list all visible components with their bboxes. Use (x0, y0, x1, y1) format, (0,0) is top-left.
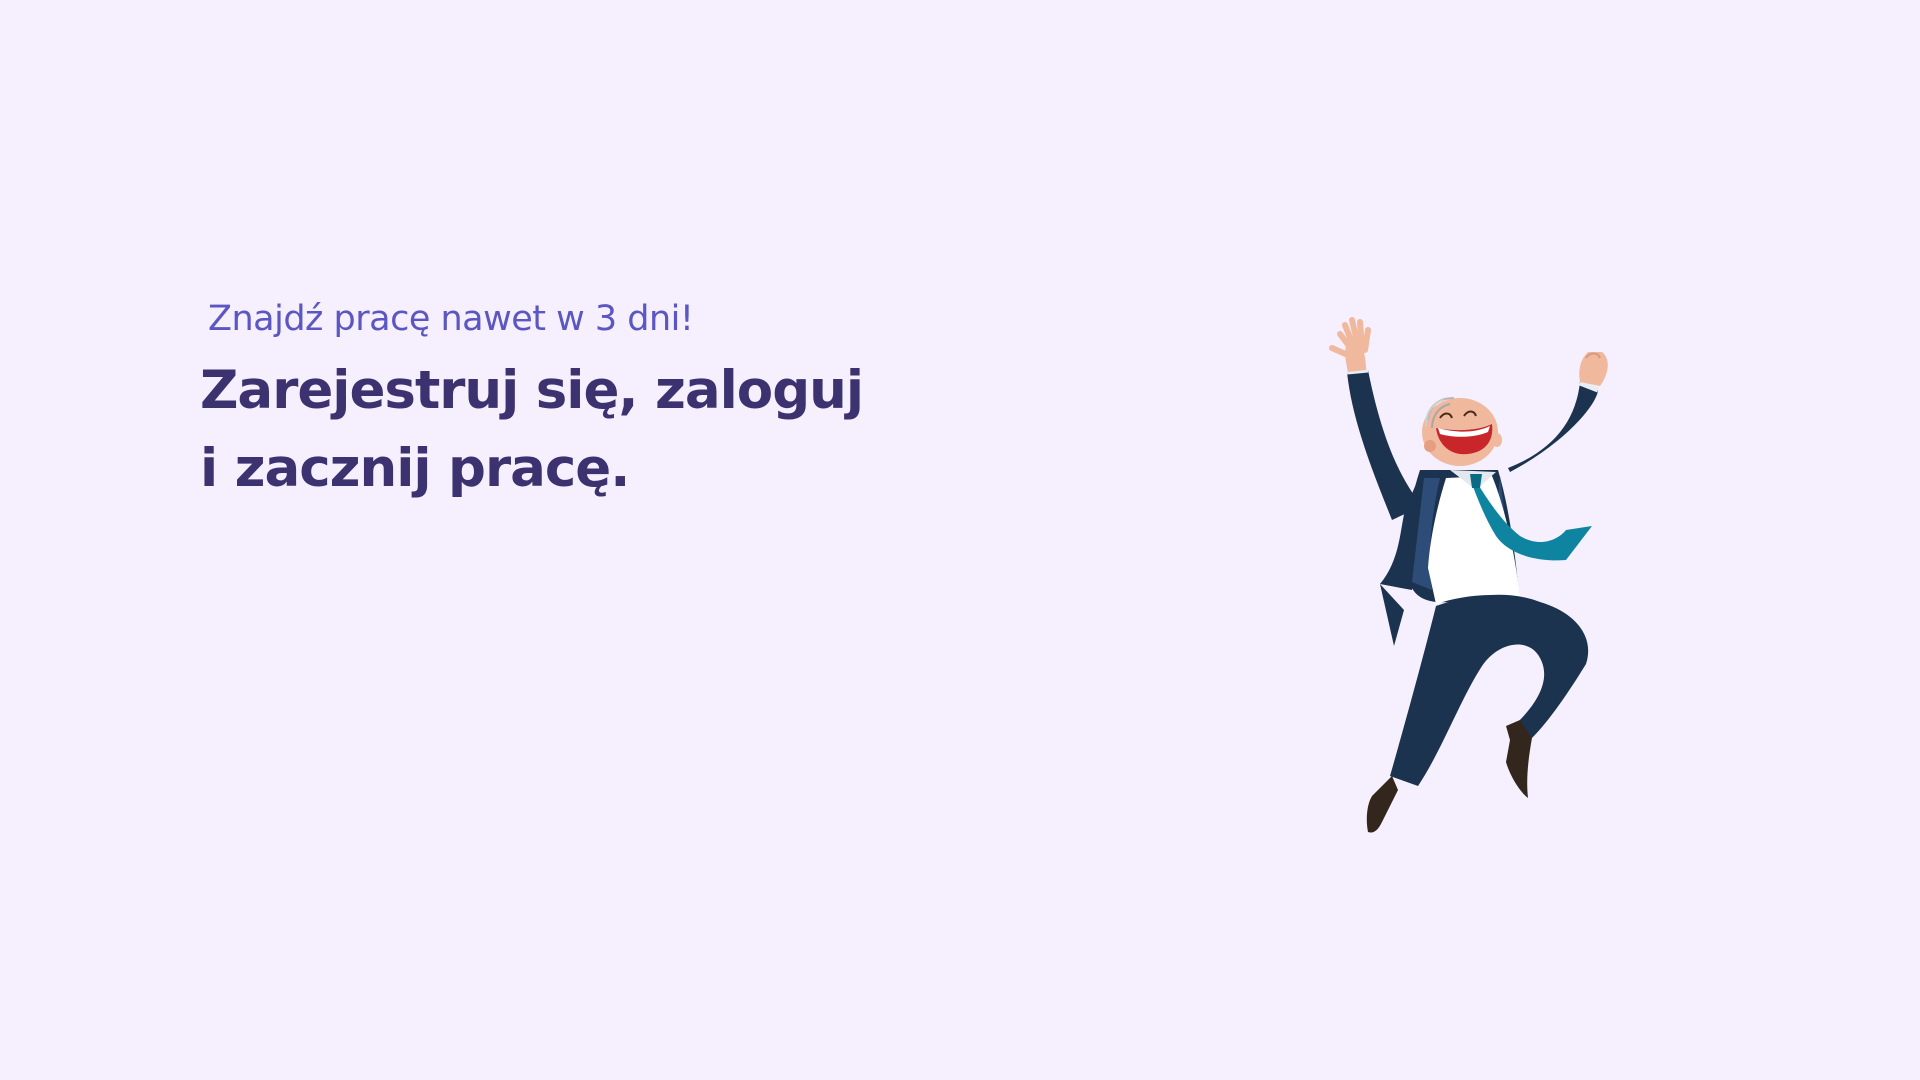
right-arm (1508, 352, 1608, 472)
hero-subtitle: Znajdź pracę nawet w 3 dni! (208, 299, 694, 339)
left-arm (1332, 320, 1422, 520)
jumping-businessman-illustration (1320, 300, 1620, 850)
hero-headline-line-2: i zacznij pracę. (200, 438, 630, 499)
hero-text-block (200, 290, 960, 508)
legs (1390, 595, 1588, 786)
head (1422, 398, 1502, 466)
hero-headline (200, 352, 960, 508)
hero-headline-line-1: Zarejestruj się, zaloguj (200, 360, 864, 421)
